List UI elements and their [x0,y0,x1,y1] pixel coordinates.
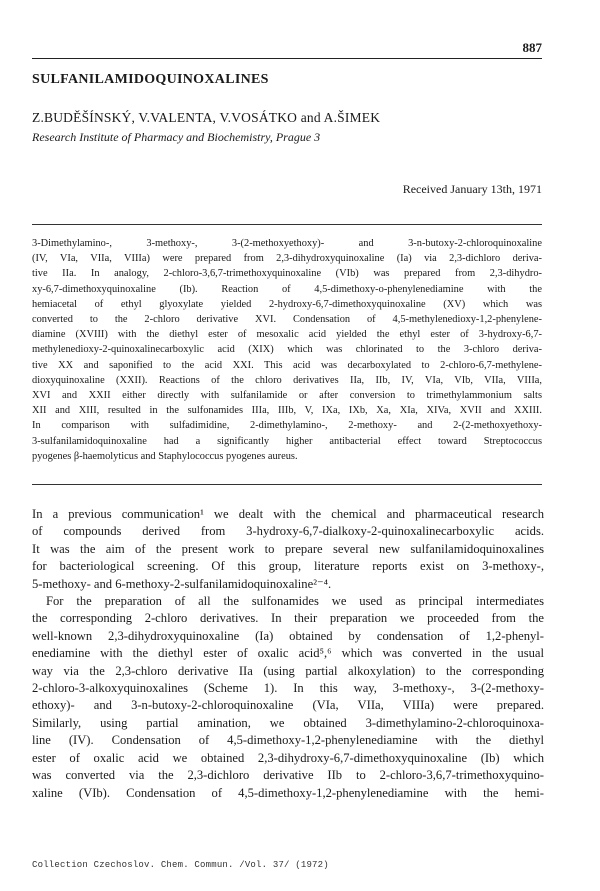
article-title: SULFANILAMIDOQUINOXALINES [32,72,269,87]
authors: Z.BUDĚŠÍNSKÝ, V.VALENTA, V.VOSÁTKO and A.ŠIMEK [32,110,381,125]
abstract-rule-bottom [32,484,542,485]
body-line: for bacteriological screening. Of this group, literature reports exist on 3-methoxy-, [32,559,544,574]
body-line: was converted via the 2,3-dichloro derivative IIb to 2-chloro-3,6,7-trimethoxyquino- [32,768,544,783]
body-line: For the preparation of all the sulfonamides we used as principal intermediates [46,594,544,609]
body-line: ethoxy)- and 3-n-butoxy-2-chloroquinoxaline (VIa, VIIa, VIIIa) were prepared. [32,698,544,713]
body-line: 2-chloro-3-alkoxyquinoxalines (Scheme 1). In this way, 3-methoxy-, 3-(2-methoxy- [32,681,544,696]
header-rule [32,58,542,59]
abstract-line: In comparison with sulfadimidine, 2-dimethylamino-, 2-methoxy- and 2-(2-methoxyethoxy- [32,420,542,432]
body-text [32,506,544,802]
journal-footer: Collection Czechoslov. Chem. Commun. /Vol. 37/ (1972) [32,860,329,870]
body-line: 5-methoxy- and 6-methoxy-2-sulfanilamidoquinoxaline²⁻⁴. [32,576,332,591]
abstract [32,236,542,464]
body-line: Similarly, using partial amination, we obtained 3-dimethylamino-2-chloroquinoxa- [32,715,544,730]
body-line: In a previous communication¹ we dealt with the chemical and pharmaceutical research [32,507,544,521]
abstract-line: 3-sulfanilamidoquinoxaline had a significantly higher antibacterial effect toward Streptococcus [32,435,542,447]
body-line: way via the 2,3-chloro derivative IIa (using partial alkoxylation) to the corresponding [32,663,544,678]
body-line: of compounds derived from 3-hydroxy-6,7-dialkoxy-2-quinoxalinecarboxylic acids. [32,524,544,539]
abstract-line: 3-Dimethylamino-, 3-methoxy-, 3-(2-methoxyethoxy)- and 3-n-butoxy-2-chloroquinoxaline [32,238,542,249]
body-line: It was the aim of the present work to prepare several new sulfanilamidoquinoxalines [32,541,544,556]
abstract-line: methylenedioxy-2-quinoxalinecarboxylic acid (XIX) which was chlorinated to the 3-chloro deriva- [32,344,542,356]
abstract-line: XII and XIII, resulted in the sulfonamides IIIa, IIIb, V, IXa, IXb, Xa, XIa, XIVa, XVII and XXIII. [32,405,542,417]
abstract-line: (IV, VIa, VIIa, VIIIa) were prepared from 2,3-dihydroxyquinoxaline (Ia) via 2,3-dichloro deriva- [32,253,542,265]
abstract-line: xy-6,7-dimethoxyquinoxaline (Ib). Reaction of 4,5-dimethoxy-o-phenylenediamine with the [32,283,542,295]
abstract-rule-top [32,224,542,225]
body-line: line (IV). Condensation of 4,5-dimethoxy-1,2-phenylenediamine with the diethyl [32,733,544,748]
affiliation: Research Institute of Pharmacy and Biochemistry, Prague 3 [32,130,321,144]
body-line: the corresponding 2-chloro derivatives. In their preparation we proceeded from the [32,611,544,626]
body-line: enediamine with the diethyl ester of oxalic acid⁵,⁶ which was converted in the usual [32,646,544,661]
abstract-line: converted to the 2-chloro derivative XVI. Condensation of 4,5-methylenedioxy-1,2-phenylene- [32,314,542,326]
page-number: 887 [522,40,542,55]
abstract-line: tive XX and saponified to the acid XXI. This acid was decarboxylated to 2-chloro-6,7-methylene- [32,359,542,371]
abstract-line: dioxyquinoxaline (XXII). Reactions of the chloro derivatives IIa, IIb, IV, VIa, VIb, VIIa, VIIIa, [32,374,542,386]
abstract-line: hemiacetal of ethyl glyoxylate yielded 2-hydroxy-6,7-dimethoxyquinoxaline (XV) which was [32,298,542,310]
body-line: ester of oxalic acid we obtained 2,3-dihydroxy-6,7-dimethoxyquinoxaline (Ib) which [32,750,544,765]
body-line: xaline (VIb). Condensation of 4,5-dimethoxy-1,2-phenylenediamine with the hemi- [32,785,544,800]
abstract-line: diamine (XVIII) with the diethyl ester of mesoxalic acid yielded the ethyl ester of 3-hydroxy-6,7- [32,329,542,341]
body-line: well-known 2,3-dihydroxyquinoxaline (Ia) obtained by condensation of 1,2-phenyl- [32,628,544,643]
abstract-line: pyogenes β-haemolyticus and Staphylococcus pyogenes aureus. [32,450,298,462]
received-date: Received January 13th, 1971 [402,182,542,196]
abstract-line: XVI and XXII either directly with sulfanilamide or after conversion to trimethylammonium salts [32,390,542,402]
abstract-line: tive IIa. In analogy, 2-chloro-3,6,7-trimethoxyquinoxaline (VIb) was prepared from 2,3-dihydro- [32,268,542,280]
